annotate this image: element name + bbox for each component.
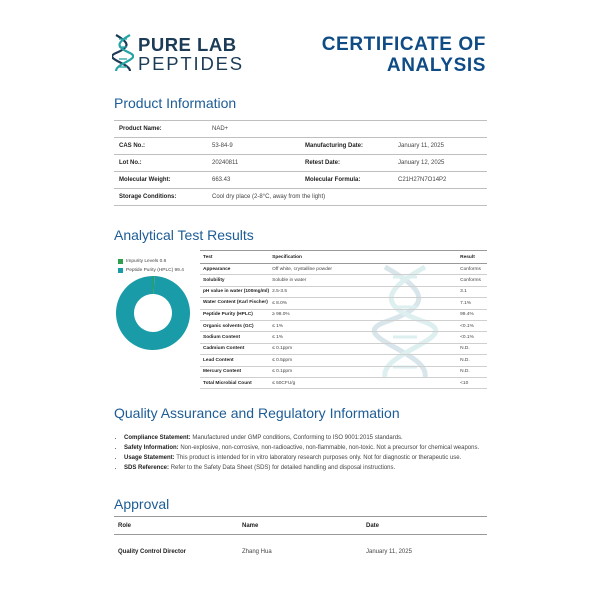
molecular-weight-label: Molecular Weight: xyxy=(114,172,207,189)
test-name-cell: Appearance xyxy=(200,264,269,275)
legend-item-purity xyxy=(118,266,184,275)
product-info-heading: Product Information xyxy=(114,95,237,111)
storage-value: Cool dry place (2-8°C, away from the light) xyxy=(207,189,487,206)
test-result-cell: 99.4% xyxy=(457,309,487,320)
test-spec-cell: Off white, crystalline powder xyxy=(269,264,457,275)
qa-label: SDS Reference: xyxy=(124,465,170,471)
test-result-cell: <0.1% xyxy=(457,332,487,343)
legend-label-purity: Peptide Purity (HPLC) 99.4 xyxy=(126,268,184,273)
table-row xyxy=(114,155,487,172)
legend-label-impurity: Impurity Levels 0.6 xyxy=(126,259,167,264)
column-header-spec: Specification xyxy=(269,251,457,264)
table-header-row xyxy=(200,251,487,264)
test-name-cell: Mercury Content xyxy=(200,366,269,377)
table-row xyxy=(200,286,487,297)
test-result-cell: 3.1 xyxy=(457,286,487,297)
qa-text: Manufactured under GMP conditions, Conforming to ISO 9001:2015 standards. xyxy=(192,435,403,441)
column-header-name: Name xyxy=(238,517,362,535)
list-item xyxy=(124,454,499,463)
dna-icon xyxy=(112,33,134,73)
legend-item-impurity xyxy=(118,257,184,266)
test-spec-cell: Soluble in water xyxy=(269,275,457,286)
analytical-heading: Analytical Test Results xyxy=(114,227,254,243)
molecular-formula-value: C21H27N7O14P2 xyxy=(393,172,487,189)
test-name-cell: Organic solvents (GC) xyxy=(200,320,269,331)
table-row xyxy=(200,309,487,320)
retest-date-label: Retest Date: xyxy=(300,155,393,172)
purity-donut-chart xyxy=(115,275,191,351)
qa-label: Compliance Statement: xyxy=(124,435,191,441)
test-spec-cell: ≥ 98.0% xyxy=(269,309,457,320)
qa-list xyxy=(116,434,499,474)
test-result-cell: Conforms xyxy=(457,275,487,286)
table-row xyxy=(114,535,487,569)
test-spec-cell: ≤ 0.1ppm xyxy=(269,366,457,377)
test-name-cell: Sodium Content xyxy=(200,332,269,343)
test-result-cell: N.D. xyxy=(457,366,487,377)
product-name-label: Product Name: xyxy=(114,121,207,138)
brand-name-line1: PURE LAB xyxy=(138,34,237,55)
test-result-cell: Conforms xyxy=(457,264,487,275)
test-name-cell: Cadmium Content xyxy=(200,343,269,354)
test-result-cell: <0.1% xyxy=(457,320,487,331)
lot-label: Lot No.: xyxy=(114,155,207,172)
chart-legend xyxy=(118,257,184,275)
molecular-formula-label: Molecular Formula: xyxy=(300,172,393,189)
cas-value: 53-84-9 xyxy=(207,138,300,155)
legend-swatch-purity xyxy=(118,268,123,273)
retest-date-value: January 12, 2025 xyxy=(393,155,487,172)
cas-label: CAS No.: xyxy=(114,138,207,155)
test-name-cell: Water Content (Karl Fischer) xyxy=(200,298,269,309)
test-result-cell: <10 xyxy=(457,377,487,388)
donut-slice-purity xyxy=(116,276,190,350)
brand-logo xyxy=(112,33,252,73)
approval-role: Quality Control Director xyxy=(118,548,187,555)
table-row xyxy=(200,332,487,343)
certificate-title-line1: CERTIFICATE OF xyxy=(321,34,486,55)
analytical-results-table xyxy=(200,250,487,389)
list-item xyxy=(124,444,499,453)
legend-swatch-impurity xyxy=(118,259,123,264)
test-name-cell: Lead Content xyxy=(200,355,269,366)
table-row xyxy=(200,298,487,309)
molecular-weight-value: 663.43 xyxy=(207,172,300,189)
product-info-table xyxy=(114,120,487,206)
test-spec-cell: 2.5-3.5 xyxy=(269,286,457,297)
test-spec-cell: ≤ 0.1ppm xyxy=(269,343,457,354)
table-row xyxy=(200,264,487,275)
table-row xyxy=(114,189,487,206)
certificate-title-line2: ANALYSIS xyxy=(386,55,486,76)
test-spec-cell: ≤ 8.0% xyxy=(269,298,457,309)
test-spec-cell: ≤ 1% xyxy=(269,332,457,343)
approval-name: Zhang Hua xyxy=(242,548,272,555)
qa-text: Non-explosive, non-corrosive, non-radioactive, non-flammable, non-toxic. Not a precursor for chemical weapons. xyxy=(180,445,480,451)
column-header-result: Result xyxy=(457,251,487,264)
qa-heading: Quality Assurance and Regulatory Information xyxy=(114,405,400,421)
qa-text: This product is intended for in vitro laboratory research purposes only. Not for diagnostic or therapeutic use. xyxy=(176,455,462,461)
table-row xyxy=(200,377,487,388)
test-spec-cell: ≤ 50CFU/g xyxy=(269,377,457,388)
table-row xyxy=(200,275,487,286)
test-spec-cell: ≤ 0.5ppm xyxy=(269,355,457,366)
table-header-row xyxy=(114,517,487,535)
approval-date: January 11, 2025 xyxy=(366,548,412,555)
table-row xyxy=(200,343,487,354)
lot-value: 20240811 xyxy=(207,155,300,172)
table-row xyxy=(114,121,487,138)
product-name-value: NAD+ xyxy=(207,121,487,138)
list-item xyxy=(124,464,499,473)
column-header-role: Role xyxy=(114,517,238,535)
test-name-cell: Peptide Purity (HPLC) xyxy=(200,309,269,320)
table-row xyxy=(114,138,487,155)
storage-label: Storage Conditions: xyxy=(114,189,207,206)
test-name-cell: Solubility xyxy=(200,275,269,286)
approval-table xyxy=(114,516,487,568)
table-row xyxy=(200,355,487,366)
list-item xyxy=(124,434,499,443)
column-header-test: Test xyxy=(200,251,269,264)
brand-name-line2: PEPTIDES xyxy=(138,53,244,74)
qa-label: Safety Information: xyxy=(124,445,179,451)
test-name-cell: Total Microbial Count xyxy=(200,377,269,388)
table-row xyxy=(200,366,487,377)
test-result-cell: 7.1% xyxy=(457,298,487,309)
qa-text: Refer to the Safety Data Sheet (SDS) for detailed handling and disposal instructions. xyxy=(170,465,396,471)
column-header-date: Date xyxy=(362,517,487,535)
test-spec-cell: ≤ 1% xyxy=(269,320,457,331)
table-row xyxy=(200,320,487,331)
qa-label: Usage Statement: xyxy=(124,455,175,461)
mfg-date-value: January 11, 2025 xyxy=(393,138,487,155)
test-name-cell: pH value in water (100mg/ml) xyxy=(200,286,269,297)
mfg-date-label: Manufacturing Date: xyxy=(300,138,393,155)
test-result-cell: N.D. xyxy=(457,343,487,354)
test-result-cell: N.D. xyxy=(457,355,487,366)
table-row xyxy=(114,172,487,189)
approval-heading: Approval xyxy=(114,496,170,512)
certificate-title xyxy=(322,34,486,76)
